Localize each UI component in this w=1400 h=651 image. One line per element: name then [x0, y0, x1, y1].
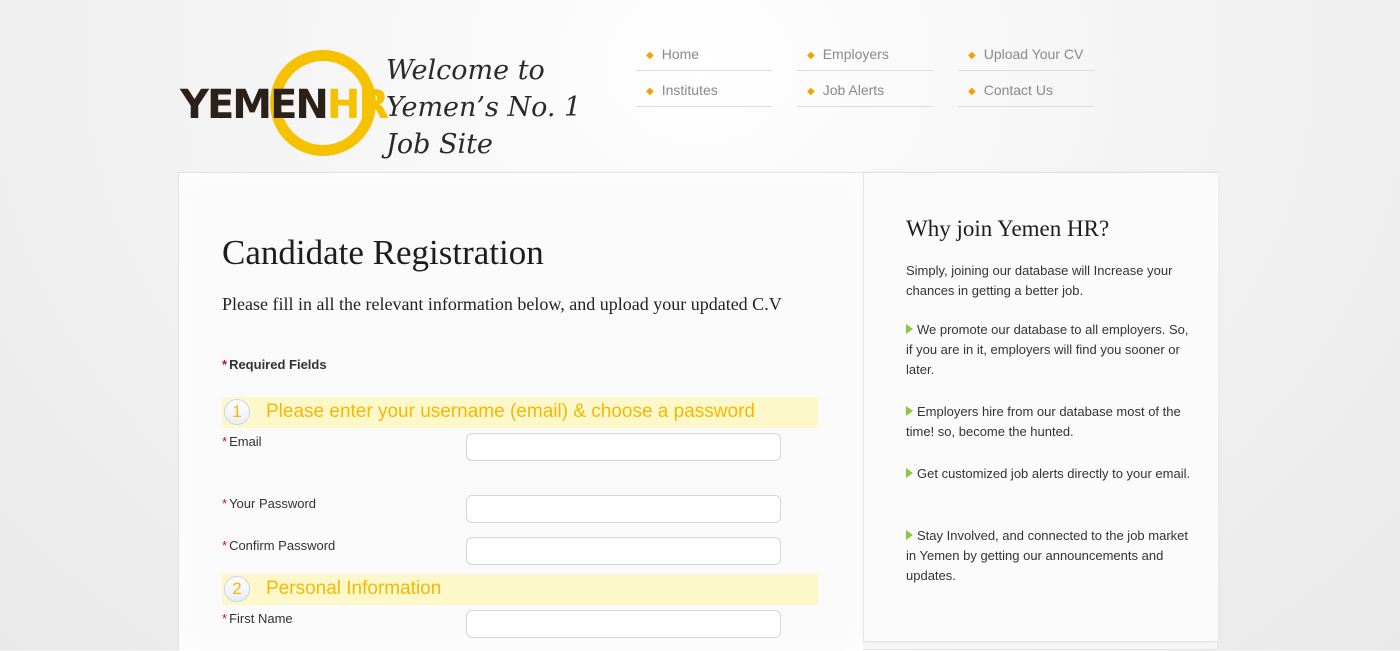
- page-title: Candidate Registration: [222, 233, 544, 272]
- site-logo[interactable]: [178, 48, 388, 160]
- sidebar-intro: Simply, joining our database will Increase your chances in getting a better job.: [906, 263, 1173, 298]
- step-number-badge: 1: [224, 399, 250, 425]
- required-star-icon: *: [222, 496, 228, 511]
- diamond-icon: ◆: [646, 50, 654, 61]
- sidebar-point: Stay Involved, and connected to the job market in Yemen by getting our announcements and updates.: [906, 528, 1189, 583]
- password-field[interactable]: [466, 495, 781, 523]
- sidebar-title: Why join Yemen HR?: [906, 216, 1110, 241]
- diamond-icon: ◆: [807, 86, 815, 97]
- triangle-arrow-icon: [906, 324, 913, 334]
- triangle-arrow-icon: [906, 468, 913, 478]
- nav-item-employers[interactable]: ◆ Employers: [797, 40, 933, 71]
- section-header-personal: [222, 574, 818, 605]
- diamond-icon: ◆: [968, 86, 976, 97]
- section-title: Personal Information: [266, 578, 442, 599]
- tagline-line: Welcome to: [386, 55, 545, 86]
- required-fields-note: * Required Fields: [222, 357, 327, 372]
- email-label: * Email: [222, 434, 262, 449]
- email-field[interactable]: [466, 433, 781, 461]
- sidebar-point: Get customized job alerts directly to your email.: [906, 464, 1191, 484]
- sidebar-point: Employers hire from our database most of the time! so, become the hunted.: [906, 404, 1181, 439]
- diamond-icon: ◆: [807, 50, 815, 61]
- why-join-sidebar: [863, 173, 1218, 642]
- triangle-arrow-icon: [906, 530, 913, 540]
- nav-item-job-alerts[interactable]: ◆ Job Alerts: [797, 76, 933, 107]
- password-label: * Your Password: [222, 496, 317, 511]
- sidebar-point: We promote our database to all employers. So, if you are in it, employers will find you sooner or later.: [906, 322, 1189, 377]
- confirm-password-label: * Confirm Password: [222, 538, 336, 553]
- form-intro: Please fill in all the relevant information below, and upload your updated C.V: [222, 294, 782, 314]
- tagline-line: Job Site: [386, 129, 493, 160]
- required-star-icon: *: [222, 538, 228, 553]
- confirm-password-field[interactable]: [466, 537, 781, 565]
- triangle-arrow-icon: [906, 406, 913, 416]
- required-star-icon: *: [222, 434, 228, 449]
- step-number-badge: 2: [224, 576, 250, 602]
- main-panel: [178, 172, 1218, 650]
- logo-wordmark: YEMENHR: [180, 82, 388, 128]
- diamond-icon: ◆: [646, 86, 654, 97]
- diamond-icon: ◆: [968, 50, 976, 61]
- section-title: Please enter your username (email) & choose a password: [266, 401, 755, 422]
- tagline: [386, 52, 586, 163]
- required-star-icon: *: [222, 611, 228, 626]
- nav-item-home[interactable]: ◆ Home: [636, 40, 772, 71]
- required-star-icon: *: [222, 357, 228, 372]
- first-name-label: * First Name: [222, 611, 293, 626]
- registration-form: [179, 173, 863, 651]
- first-name-field[interactable]: [466, 610, 781, 638]
- nav-item-upload-cv[interactable]: ◆ Upload Your CV: [958, 40, 1094, 71]
- nav-item-contact-us[interactable]: ◆ Contact Us: [958, 76, 1094, 107]
- tagline-line: Yemen’s No. 1: [386, 92, 582, 123]
- nav-item-institutes[interactable]: ◆ Institutes: [636, 76, 772, 107]
- section-header-account: [222, 397, 818, 428]
